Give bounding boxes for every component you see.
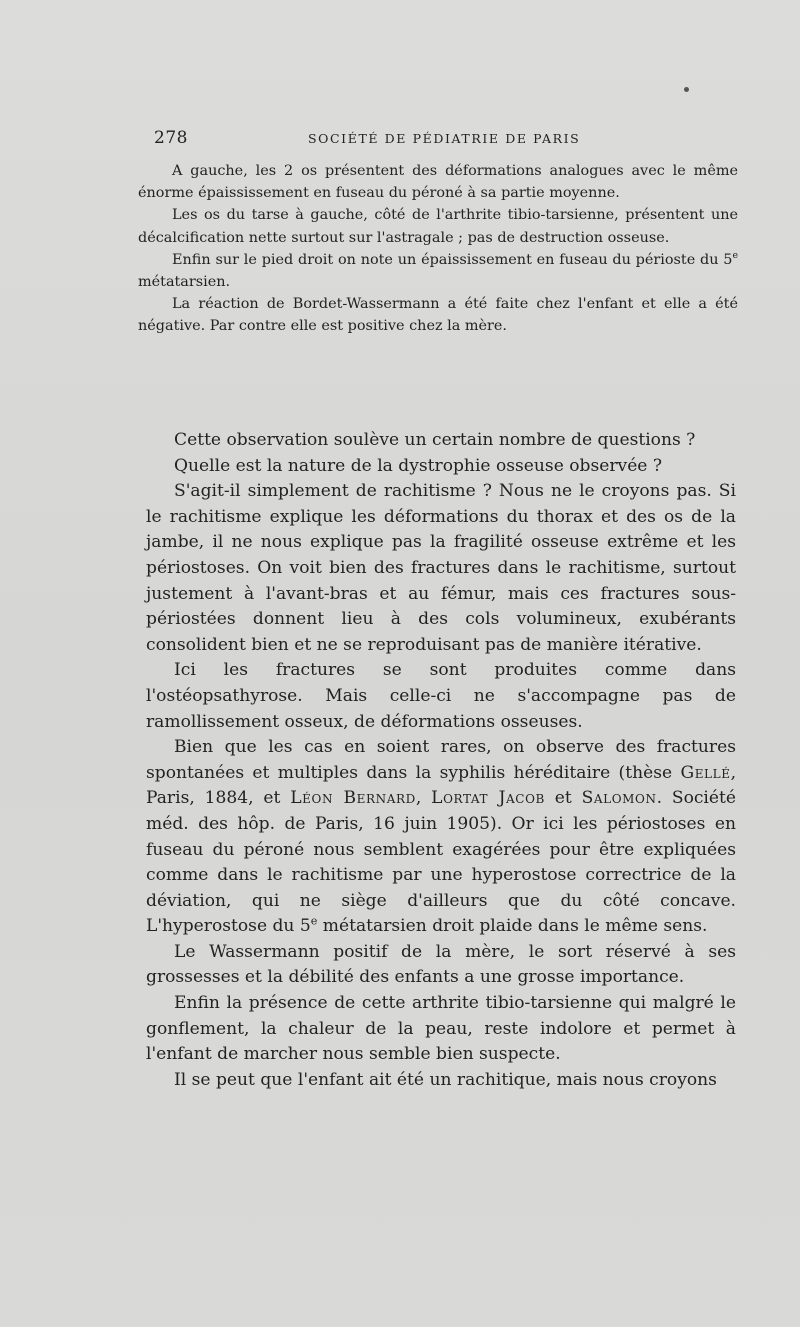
paragraph: Enfin la présence de cette arthrite tibio-tarsienne qui malgré le gonflement, la chaleur de la peau, reste indolore et permet à l'enfant de marcher nous semble bien suspecte. [146, 993, 736, 1065]
case-observation-text [138, 160, 738, 338]
paragraph: Quelle est la nature de la dystrophie osseuse observée ? [174, 455, 663, 476]
author-name: Salomon [581, 788, 657, 809]
paragraph: Ici les fractures se sont produites comme dans l'ostéopsathyrose. Mais celle-ci ne s'accompagne pas de ramollissement osseux, de déformations osseuses. [146, 660, 736, 732]
paragraph: Bien que les cas en soient rares, on observe des fractures spontanées et multiples dans la syphilis héréditaire (thèse Gellé, Paris, 1884, et Léon Bernard, Lortat Jacob et Salomon. Société méd. des hôp. de Paris, 16 juin 1905). Or ici les périostoses en fuseau du péroné nous semblent exagérées pour être expliquées comme dans le rachitisme par une hyperostose correctrice de la déviation, qui ne siège d'ailleurs que du côté concave. L'hyperostose du 5e métatarsien droit plaide dans le même sens. [146, 737, 737, 937]
author-name: Léon Bernard [290, 788, 416, 809]
paragraph: Les os du tarse à gauche, côté de l'arthrite tibio-tarsienne, présentent une décalcification nette surtout sur l'astragale ; pas de destruction osseuse. [138, 207, 738, 246]
paragraph: Enfin sur le pied droit on note un épaississement en fuseau du périoste du 5e métatarsien. [138, 250, 738, 291]
ink-speck [684, 87, 689, 92]
paragraph: A gauche, les 2 os présentent des déformations analogues avec le même énorme épaississement en fuseau du péroné à sa partie moyenne. [138, 163, 738, 202]
paragraph: Le Wassermann positif de la mère, le sort réservé à ses grossesses et la débilité des enfants a une grosse importance. [146, 941, 736, 988]
discussion-text [146, 428, 736, 1093]
paragraph: La réaction de Bordet-Wassermann a été faite chez l'enfant et elle a été négative. Par contre elle est positive chez la mère. [138, 296, 738, 335]
author-name: Gellé [680, 762, 731, 783]
running-title: SOCIÉTÉ DE PÉDIATRIE DE PARIS [308, 131, 581, 146]
paragraph: Cette observation soulève un certain nombre de questions ? [174, 430, 696, 450]
page-header [148, 128, 738, 150]
page-number: 278 [154, 128, 188, 148]
paragraph: S'agit-il simplement de rachitisme ? Nous ne le croyons pas. Si le rachitisme explique les déformations du thorax et des os de la jambe, il ne nous explique pas la fragilité osseuse extrême et les périostoses. On voit bien des fractures dans le rachitisme, surtout justement à l'avant-bras et au fémur, mais ces fractures sous-périostées donnent lieu à des cols volumineux, exubérants consolident bien et ne se reproduisant pas de manière itérative. [146, 481, 736, 655]
author-name: Lortat Jacob [431, 788, 545, 809]
paragraph: Il se peut que l'enfant ait été un rachitique, mais nous croyons [174, 1069, 717, 1090]
